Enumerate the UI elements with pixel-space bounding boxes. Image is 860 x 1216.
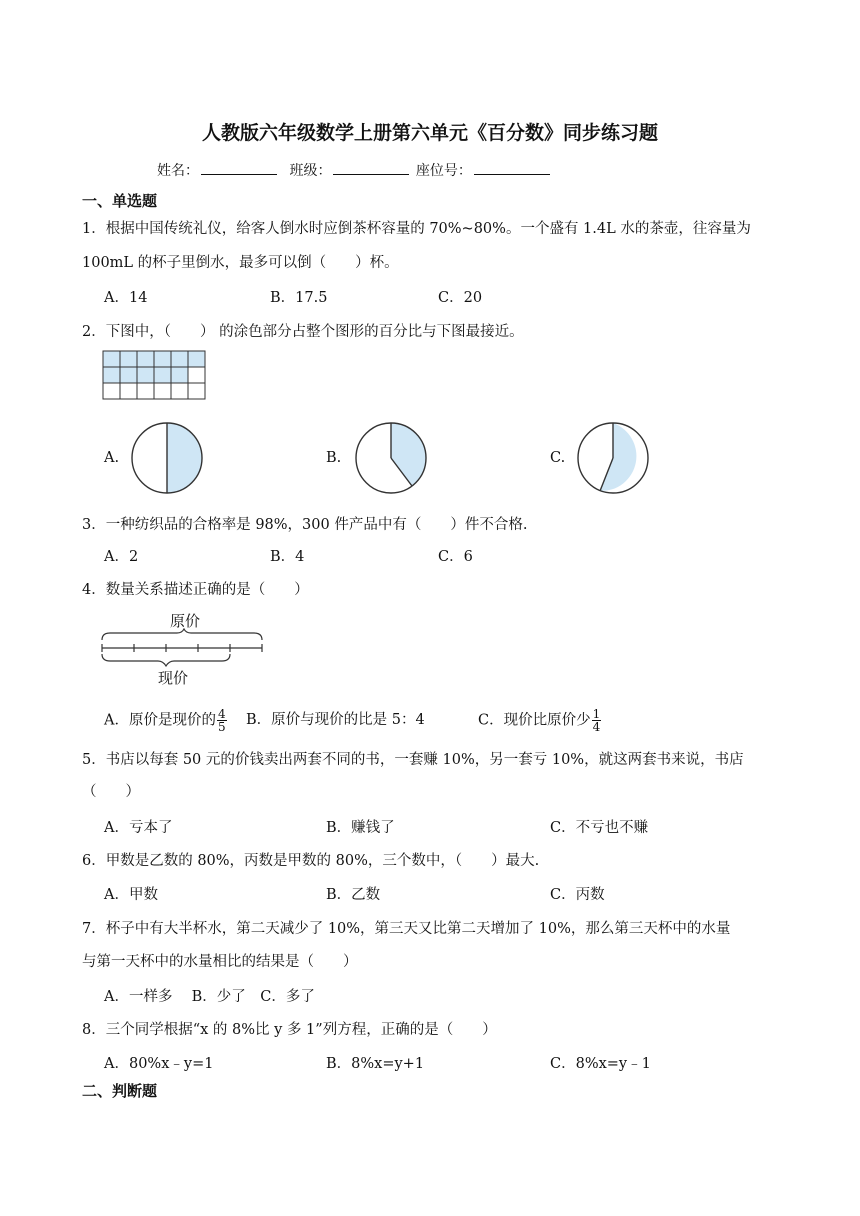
grid-figure [102,350,208,402]
name-blank[interactable] [201,162,277,175]
q4-option-c-text: C．现价比原价少 [478,712,591,729]
diagram-label-original-price: 原价 [170,612,201,630]
q5-option-a[interactable]: A．亏本了 [104,820,173,836]
q1-line1: 1．根据中国传统礼仪，给客人倒水时应倒茶杯容量的 70%~80%。一个盛有 1.4L 水的茶壶，往容量为 [82,221,751,237]
section-true-false: 二、判断题 [82,1082,158,1100]
grid-cell [137,351,154,367]
grid-cell [188,383,205,399]
grid-cell [137,367,154,383]
section-single-choice: 一、单选题 [82,192,158,210]
fraction-1-4: $\frac{1}{4}$ [592,707,601,734]
name-label: 姓名： [157,163,199,179]
pie-b[interactable] [354,420,428,496]
grid-cell [120,383,137,399]
q6-line1: 6．甲数是乙数的 80%，丙数是甲数的 80%，三个数中，（ ）最大. [82,853,540,869]
grid-cell [154,351,171,367]
grid-cell [171,351,188,367]
grid-cell [154,367,171,383]
grid-cell [154,383,171,399]
q4-option-c[interactable] [478,708,601,733]
q5-line2: （ ） [82,784,140,800]
grid-cell [188,367,205,383]
grid-cell [103,367,120,383]
q2-line1: 2．下图中，（ ） 的涂色部分占整个图形的百分比与下图最接近。 [82,324,524,340]
page-title: 人教版六年级数学上册第六单元《百分数》同步练习题 [201,122,658,144]
q5-option-b[interactable]: B．赚钱了 [326,820,395,836]
q4-option-a-text: A．原价是现价的 [104,712,216,729]
q1-option-c[interactable]: C．20 [438,290,483,306]
grid-cell [120,351,137,367]
q8-option-a[interactable]: A．80%x﹣y=1 [104,1056,214,1072]
q2-option-b[interactable]: B. [326,450,342,466]
q4-option-b[interactable]: B．原价与现价的比是 5：4 [246,712,425,728]
seat-label: 座位号： [415,163,472,179]
q3-line1: 3．一种纺织品的合格率是 98%，300 件产品中有（ ）件不合格. [82,517,528,533]
pie-c[interactable] [576,420,654,496]
segment-diagram [100,628,266,668]
student-info-line [157,160,552,180]
grid-cell [137,383,154,399]
q5-line1: 5．书店以每套 50 元的价钱卖出两套不同的书，一套赚 10%，另一套亏 10%，就这两套书来说，书店 [82,752,744,768]
q5-option-c[interactable]: C．不亏也不赚 [550,820,649,836]
q4-line1: 4．数量关系描述正确的是（ ） [82,582,309,598]
q8-line1: 8．三个同学根据“x 的 8%比 y 多 1”列方程，正确的是（ ） [82,1022,497,1038]
q3-option-c[interactable]: C．6 [438,549,473,565]
q1-line2: 100mL 的杯子里倒水，最多可以倒（ ）杯。 [82,255,399,271]
grid-cell [120,367,137,383]
class-label: 班级： [289,163,332,179]
q6-option-a[interactable]: A．甲数 [104,887,158,903]
q6-option-c[interactable]: C．丙数 [550,887,605,903]
q2-option-c[interactable]: C. [550,450,566,466]
q6-option-b[interactable]: B．乙数 [326,887,381,903]
q3-option-a[interactable]: A．2 [104,549,139,565]
q7-options[interactable]: A．一样多 B．少了 C．多了 [104,989,315,1005]
q1-option-a[interactable]: A．14 [104,290,148,306]
q7-line2: 与第一天杯中的水量相比的结果是（ ） [82,954,358,970]
pie-a[interactable] [130,420,204,496]
grid-cell [103,383,120,399]
q3-option-b[interactable]: B．4 [270,549,305,565]
fraction-4-5: $\frac{4}{5}$ [217,707,226,734]
q8-option-b[interactable]: B．8%x=y+1 [326,1056,425,1072]
q4-option-a[interactable] [104,708,227,733]
grid-cell [188,351,205,367]
seat-blank[interactable] [474,162,550,175]
q7-line1: 7．杯子中有大半杯水，第二天减少了 10%，第三天又比第二天增加了 10%，那么第三天杯中的水量 [82,921,731,937]
q8-option-c[interactable]: C．8%x=y﹣1 [550,1056,651,1072]
grid-cell [171,383,188,399]
grid-cell [103,351,120,367]
grid-cell [171,367,188,383]
q2-option-a[interactable]: A. [104,450,120,466]
class-blank[interactable] [333,162,409,175]
q1-option-b[interactable]: B．17.5 [270,290,328,306]
diagram-label-current-price: 现价 [158,669,189,687]
